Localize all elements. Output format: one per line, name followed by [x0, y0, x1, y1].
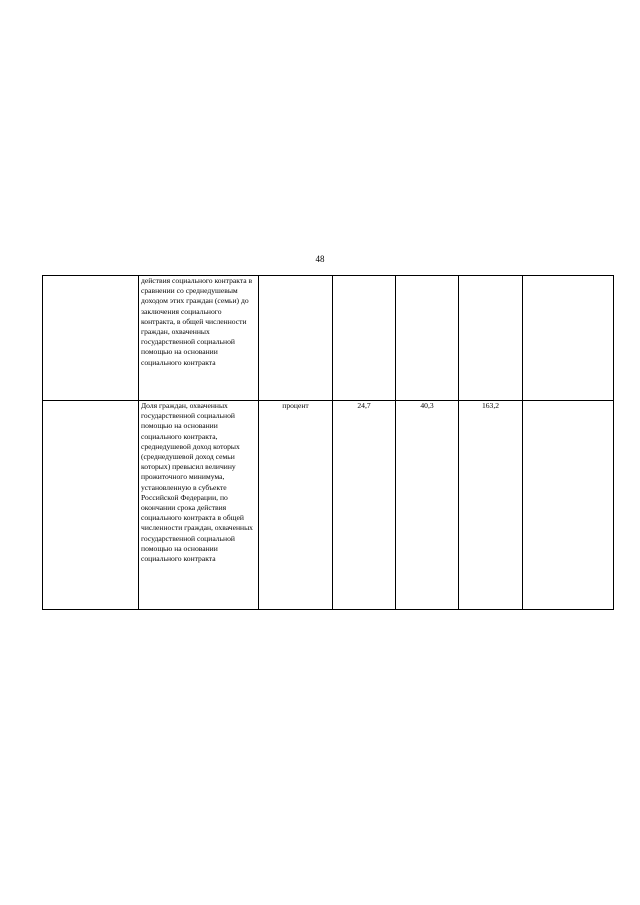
- table-row: [43, 276, 614, 401]
- table-cell-value-3: [459, 276, 523, 401]
- table-cell-note: [523, 401, 614, 610]
- table-cell-indicator-description: Доля граждан, охваченных государственной социальной помощью на основании социального контракта, среднедушевой доход которых (среднедушевой доход семьи которых) превысил величину прожиточного минимума, установленную в субъекте Российской Федерации, по окончании срока действия социального контракта в общей численности граждан, охваченных государственной социальной помощью на основании социального контракта: [139, 401, 259, 610]
- table-cell-value-1: 24,7: [333, 401, 396, 610]
- table-cell-number: [43, 276, 139, 401]
- table-cell-unit: [259, 276, 333, 401]
- indicator-table: [42, 275, 614, 610]
- table-cell-note: [523, 276, 614, 401]
- table-cell-indicator-description: действия социального контракта в сравнении со среднедушевым доходом этих граждан (семьи) до заключения социального контракта, в общей численности граждан, охваченных государственной социальной помощью на основании социального контракта: [139, 276, 259, 401]
- table-cell-value-2: [396, 276, 459, 401]
- table-cell-number: [43, 401, 139, 610]
- table-cell-value-2: 40,3: [396, 401, 459, 610]
- table-cell-value-3: 163,2: [459, 401, 523, 610]
- table-cell-value-1: [333, 276, 396, 401]
- table-row: [43, 401, 614, 610]
- table-cell-unit: процент: [259, 401, 333, 610]
- page-number: 48: [315, 254, 325, 264]
